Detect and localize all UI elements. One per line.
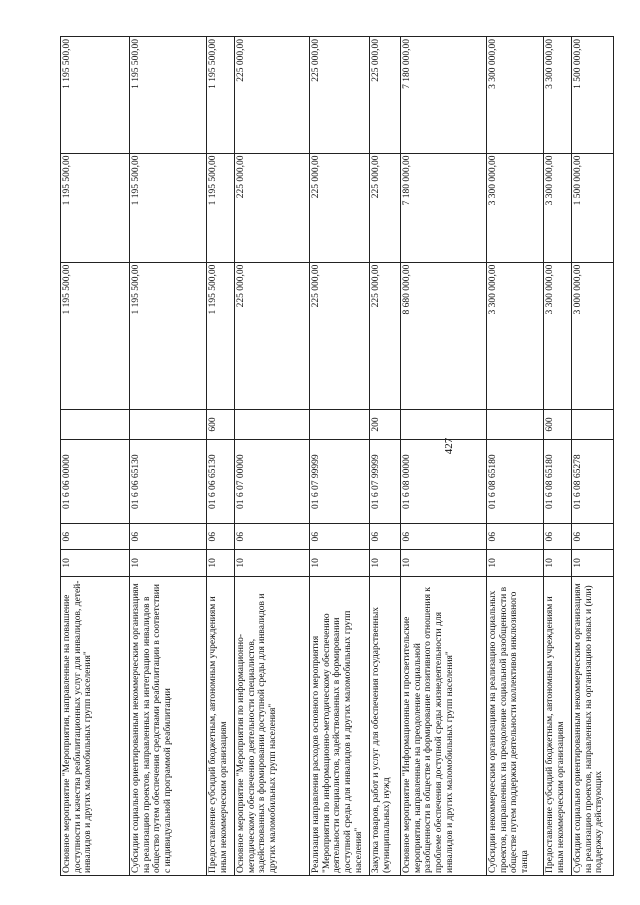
amount-year-2-cell: 1 500 000,00 <box>572 153 614 262</box>
amount-year-1-cell: 1 195 500,00 <box>61 262 130 409</box>
item-name-cell: Основное мероприятие "Мероприятия, направленные на повышение доступности и качества реабилитационных услуг для инвалидов, детей-инвалидов и других маломобильных групп населения" <box>61 576 130 875</box>
target-article-cell: 01 6 06 65130 <box>207 439 235 523</box>
item-name-cell: Предоставление субсидий бюджетным, автономным учреждениям и иным некоммерческим организациям <box>207 576 235 875</box>
target-article-cell: 01 6 07 00000 <box>235 439 310 523</box>
target-article-cell: 01 6 07 99999 <box>310 439 370 523</box>
amount-year-1-cell: 3 000 000,00 <box>572 262 614 409</box>
amount-year-1-cell: 225 000,00 <box>235 262 310 409</box>
section-cell: 10 <box>572 550 614 577</box>
budget-table <box>60 36 614 876</box>
subsection-cell: 06 <box>61 524 130 550</box>
target-article-cell: 01 6 06 65130 <box>130 439 207 523</box>
expense-type-cell <box>235 410 310 440</box>
table-row <box>487 37 544 876</box>
subsection-cell: 06 <box>544 524 572 550</box>
expense-type-cell <box>487 410 544 440</box>
amount-year-3-cell: 1 500 000,00 <box>572 37 614 154</box>
section-cell: 10 <box>487 550 544 577</box>
amount-year-2-cell: 225 000,00 <box>310 153 370 262</box>
item-name-cell: Субсидии социально ориентированным некоммерческим организациям на реализацию проектов, направленных на организацию новых и (или) поддержку действующих <box>572 576 614 875</box>
section-cell: 10 <box>235 550 310 577</box>
section-cell: 10 <box>544 550 572 577</box>
amount-year-3-cell: 225 000,00 <box>370 37 401 154</box>
target-article-cell: 01 6 08 00000 <box>401 439 487 523</box>
subsection-cell: 06 <box>130 524 207 550</box>
amount-year-2-cell: 1 195 500,00 <box>130 153 207 262</box>
page-number: 427 <box>443 437 455 455</box>
expense-type-cell <box>401 410 487 440</box>
amount-year-3-cell: 3 300 000,00 <box>487 37 544 154</box>
amount-year-2-cell: 225 000,00 <box>370 153 401 262</box>
amount-year-3-cell: 7 180 000,00 <box>401 37 487 154</box>
subsection-cell: 06 <box>401 524 487 550</box>
amount-year-3-cell: 1 195 500,00 <box>207 37 235 154</box>
amount-year-3-cell: 225 000,00 <box>310 37 370 154</box>
item-name-cell: Основное мероприятие "Мероприятия по информационно-методическому обеспечению деятельности специалистов, задействованных в формировании доступной среды для инвалидов и других маломобильных групп населения" <box>235 576 310 875</box>
amount-year-1-cell: 8 680 000,00 <box>401 262 487 409</box>
section-cell: 10 <box>401 550 487 577</box>
item-name-cell: Субсидии социально ориентированным некоммерческим организациям на реализацию проектов, направленных на интеграцию инвалидов в общество путем обеспечения средствами реабилитации в соответствии с индивидуальной программой реабилитации <box>130 576 207 875</box>
table-row <box>61 37 130 876</box>
target-article-cell: 01 6 08 65180 <box>544 439 572 523</box>
amount-year-2-cell: 1 195 500,00 <box>61 153 130 262</box>
target-article-cell: 01 6 06 00000 <box>61 439 130 523</box>
subsection-cell: 06 <box>310 524 370 550</box>
table-row <box>207 37 235 876</box>
amount-year-3-cell: 1 195 500,00 <box>130 37 207 154</box>
expense-type-cell: 600 <box>544 410 572 440</box>
item-name-cell: Субсидии некоммерческим организациям на реализацию социальных проектов, направленных на преодоление социальной разобщенности в обществе путем поддержки деятельности коллективов инклюзивного танца <box>487 576 544 875</box>
section-cell: 10 <box>370 550 401 577</box>
item-name-cell: Предоставление субсидий бюджетным, автономным учреждениям и иным некоммерческим организациям <box>544 576 572 875</box>
table-row <box>572 37 614 876</box>
subsection-cell: 06 <box>370 524 401 550</box>
section-cell: 10 <box>207 550 235 577</box>
rotated-page-content <box>60 36 605 876</box>
subsection-cell: 06 <box>207 524 235 550</box>
amount-year-1-cell: 3 300 000,00 <box>544 262 572 409</box>
amount-year-1-cell: 1 195 500,00 <box>207 262 235 409</box>
amount-year-1-cell: 225 000,00 <box>310 262 370 409</box>
expense-type-cell <box>130 410 207 440</box>
expense-type-cell: 200 <box>370 410 401 440</box>
amount-year-3-cell: 225 000,00 <box>235 37 310 154</box>
subsection-cell: 06 <box>235 524 310 550</box>
amount-year-3-cell: 3 300 000,00 <box>544 37 572 154</box>
expense-type-cell <box>61 410 130 440</box>
section-cell: 10 <box>310 550 370 577</box>
target-article-cell: 01 6 08 65180 <box>487 439 544 523</box>
budget-table-body <box>61 37 614 876</box>
section-cell: 10 <box>61 550 130 577</box>
amount-year-1-cell: 1 195 500,00 <box>130 262 207 409</box>
section-cell: 10 <box>130 550 207 577</box>
amount-year-2-cell: 3 300 000,00 <box>544 153 572 262</box>
amount-year-2-cell: 1 195 500,00 <box>207 153 235 262</box>
amount-year-2-cell: 225 000,00 <box>235 153 310 262</box>
amount-year-2-cell: 3 300 000,00 <box>487 153 544 262</box>
table-row <box>130 37 207 876</box>
expense-type-cell <box>572 410 614 440</box>
table-row <box>401 37 487 876</box>
table-row <box>370 37 401 876</box>
item-name-cell: Закупка товаров, работ и услуг для обеспечения государственных (муниципальных) нужд <box>370 576 401 875</box>
item-name-cell: Основное мероприятие "Информационные и просветительские мероприятия, направленные на преодоление социальной разобщенности в обществе и формирование позитивного отношения к проблеме обеспечения доступной среды жизнедеятельности для инвалидов и других маломобильных групп населения" <box>401 576 487 875</box>
expense-type-cell: 600 <box>207 410 235 440</box>
subsection-cell: 06 <box>487 524 544 550</box>
amount-year-2-cell: 7 180 000,00 <box>401 153 487 262</box>
amount-year-3-cell: 1 195 500,00 <box>61 37 130 154</box>
amount-year-1-cell: 3 300 000,00 <box>487 262 544 409</box>
table-row <box>310 37 370 876</box>
amount-year-1-cell: 225 000,00 <box>370 262 401 409</box>
target-article-cell: 01 6 08 65278 <box>572 439 614 523</box>
target-article-cell: 01 6 07 99999 <box>370 439 401 523</box>
table-row <box>544 37 572 876</box>
table-row <box>235 37 310 876</box>
subsection-cell: 06 <box>572 524 614 550</box>
expense-type-cell <box>310 410 370 440</box>
item-name-cell: Реализация направления расходов основного мероприятия "Мероприятия по информационно-методическому обеспечению деятельности специалистов, задействованных в формировании доступной среды для инвалидов и других маломобильных групп населения" <box>310 576 370 875</box>
